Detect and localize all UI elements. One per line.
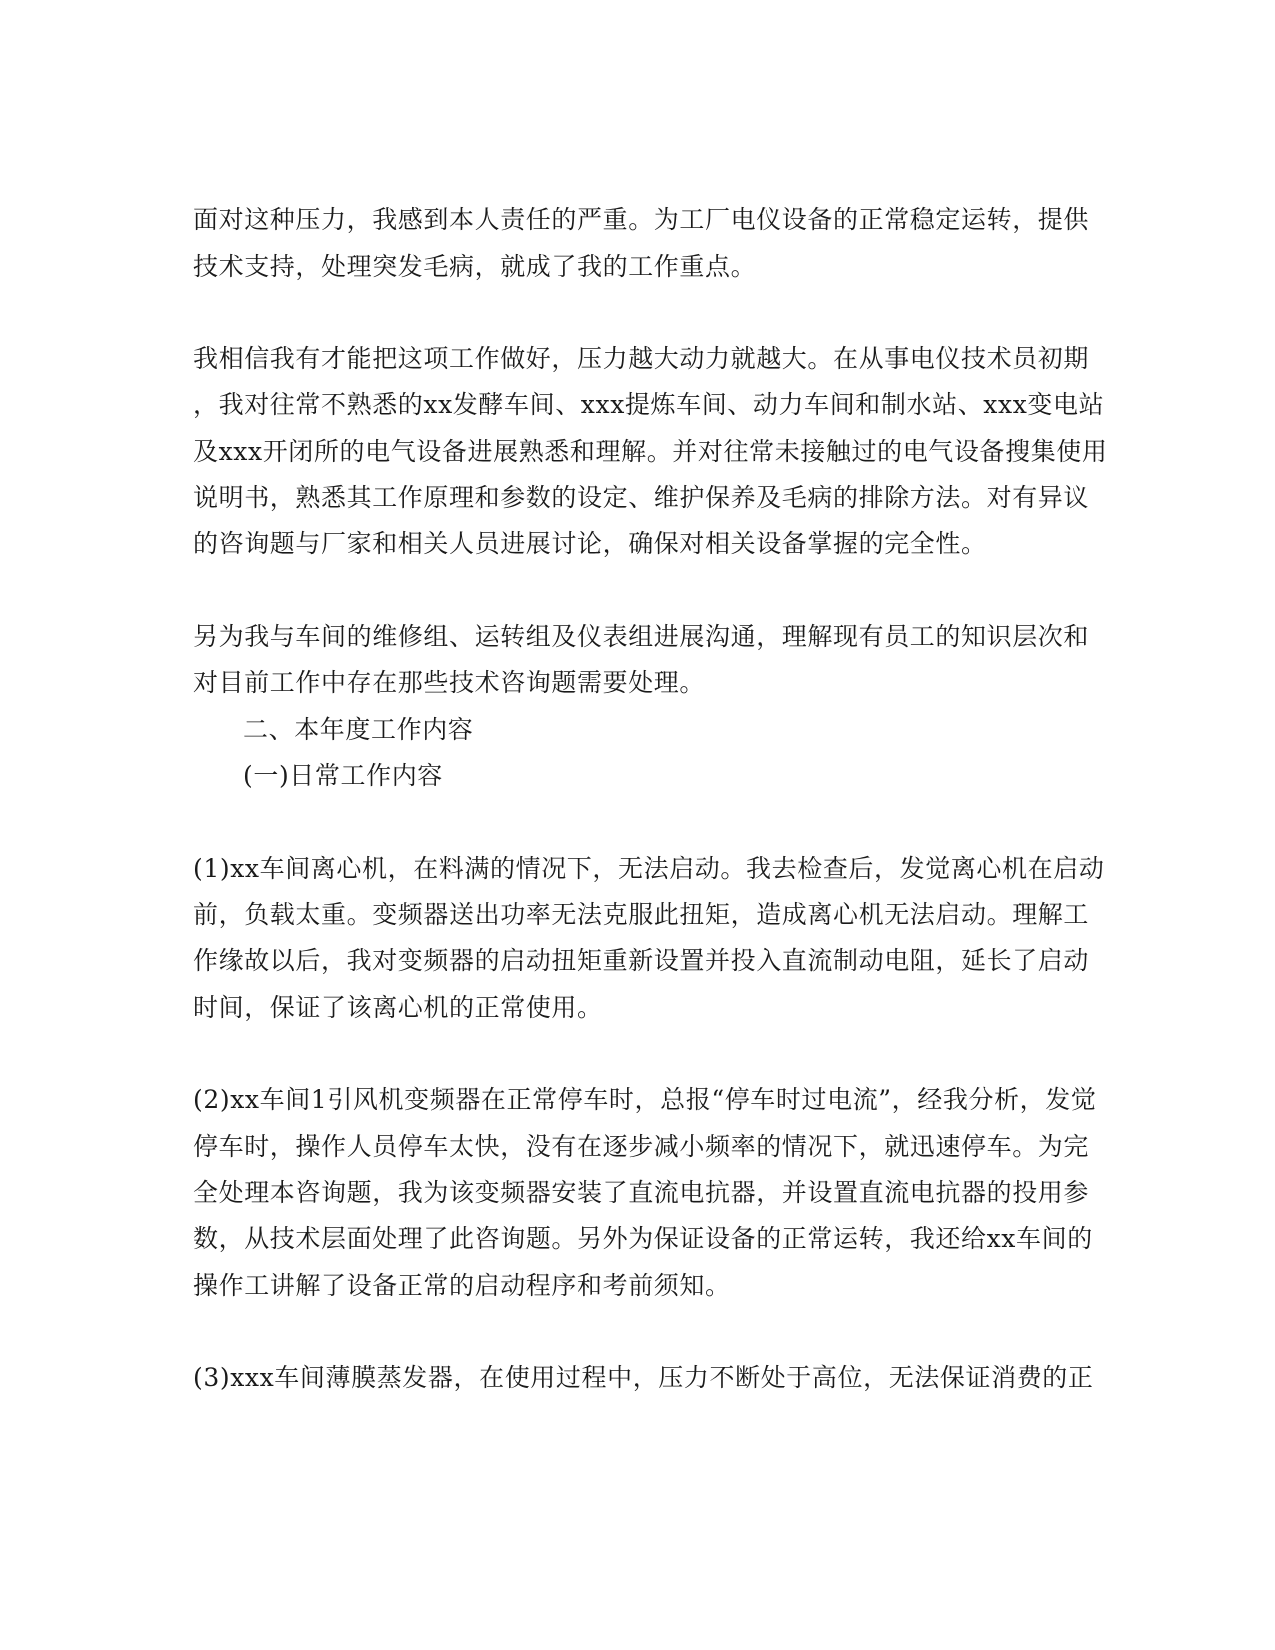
- item-2-line-3: 全处理本咨询题，我为该变频器安装了直流电抗器，并设置直流电抗器的投用参: [193, 1178, 1090, 1207]
- paragraph-1-line-1: 面对这种压力，我感到本人责任的严重。为工厂电仪设备的正常稳定运转，提供: [193, 205, 1090, 234]
- paragraph-2-line-5: 的咨询题与厂家和相关人员进展讨论，确保对相关设备掌握的完全性。: [193, 529, 987, 558]
- section-heading: 二、本年度工作内容: [243, 715, 474, 744]
- paragraph-1-line-2: 技术支持，处理突发毛病，就成了我的工作重点。: [193, 252, 757, 281]
- paragraph-2-line-1: 我相信我有才能把这项工作做好，压力越大动力就越大。在从事电仪技术员初期: [193, 344, 1090, 373]
- item-1-line-4: 时间，保证了该离心机的正常使用。: [193, 993, 603, 1022]
- paragraph-2-line-3: 及xxx开闭所的电气设备进展熟悉和理解。并对往常未接触过的电气设备搜集使用: [193, 437, 1108, 466]
- item-2-line-4: 数，从技术层面处理了此咨询题。另外为保证设备的正常运转，我还给xx车间的: [193, 1224, 1093, 1253]
- item-2-line-2: 停车时，操作人员停车太快，没有在逐步减小频率的情况下，就迅速停车。为完: [193, 1132, 1090, 1161]
- item-1-line-2: 前，负载太重。变频器送出功率无法克服此扭矩，造成离心机无法启动。理解工: [193, 900, 1090, 929]
- item-1-line-3: 作缘故以后，我对变频器的启动扭矩重新设置并投入直流制动电阻，延长了启动: [193, 946, 1090, 975]
- paragraph-2-line-2: ，我对往常不熟悉的xx发酵车间、xxx提炼车间、动力车间和制水站、xxx变电站: [193, 390, 1105, 419]
- subsection-heading: (一)日常工作内容: [243, 761, 443, 790]
- item-2-line-5: 操作工讲解了设备正常的启动程序和考前须知。: [193, 1271, 731, 1300]
- paragraph-2-line-4: 说明书，熟悉其工作原理和参数的设定、维护保养及毛病的排除方法。对有异议: [193, 483, 1090, 512]
- item-1-line-1: (1)xx车间离心机，在料满的情况下，无法启动。我去检查后，发觉离心机在启动: [193, 854, 1105, 883]
- item-2-line-1: (2)xx车间1引风机变频器在正常停车时，总报“停车时过电流”，经我分析，发觉: [193, 1085, 1097, 1114]
- item-3-line-1: (3)xxx车间薄膜蒸发器，在使用过程中，压力不断处于高位，无法保证消费的正: [193, 1363, 1094, 1392]
- paragraph-3-line-2: 对目前工作中存在那些技术咨询题需要处理。: [193, 668, 706, 697]
- paragraph-3-line-1: 另为我与车间的维修组、运转组及仪表组进展沟通，理解现有员工的知识层次和: [193, 622, 1090, 651]
